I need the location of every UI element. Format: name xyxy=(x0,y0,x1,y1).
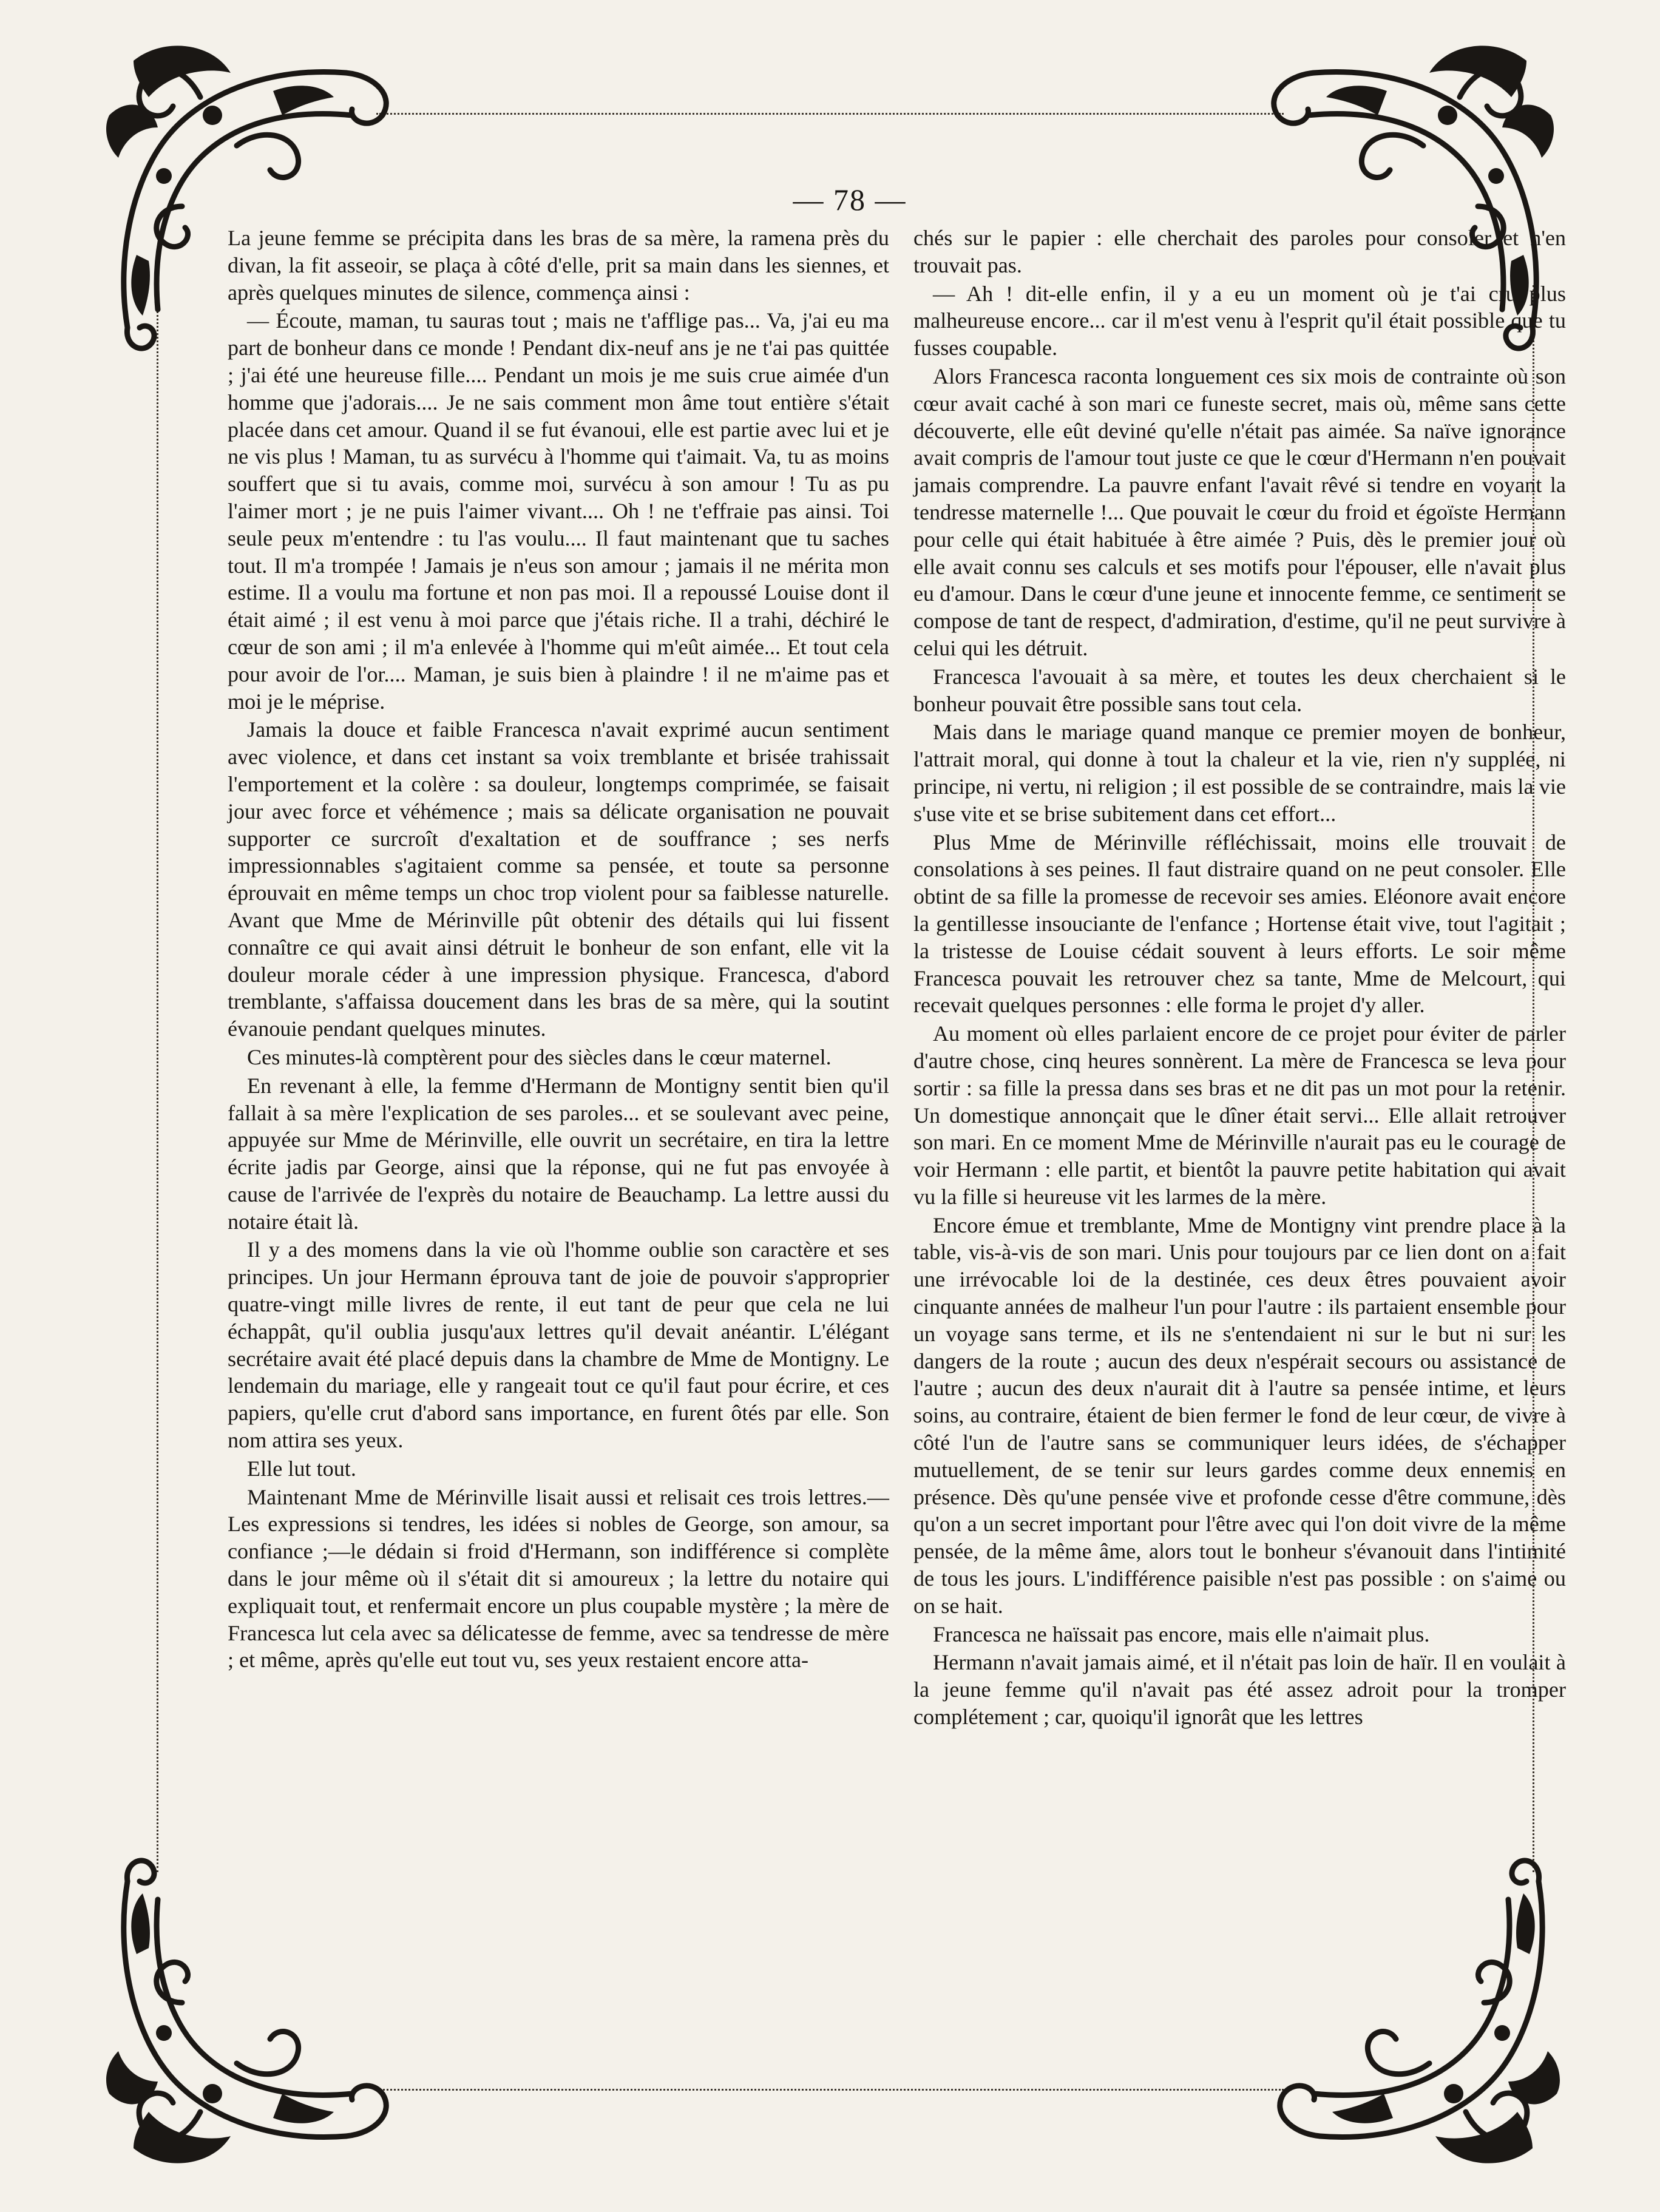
paragraph: Hermann n'avait jamais aimé, et il n'était pas loin de haïr. Il en voulait à la jeune femme qu'il n'avait pas été assez adroit pour la tromper complétement ; car, quoiqu'il ignorât que les lettres xyxy=(913,1650,1566,1730)
paragraph: En revenant à elle, la femme d'Hermann de Montigny sentit bien qu'il fallait à sa mère l'explication de ses paroles... et se soulevant avec peine, appuyée sur Mme de Mérinville, elle ouvrit un secrétaire, en tira la lettre écrite jadis par George, ainsi que la réponse, qui ne fut pas envoyée à cause de l'arrivée de l'exprès du notaire de Beauchamp. La lettre aussi du notaire était là. xyxy=(228,1073,889,1234)
paragraph: Maintenant Mme de Mérinville lisait aussi et relisait ces trois lettres.—Les expressions si tendres, les idées si nobles de George, son amour, sa confiance ;—le dédain si froid d'Hermann, son indifférence si complète dans le jour même où il s'était dit si amoureux ; la lettre du notaire qui expliquait tout, et renfermait encore un plus coupable mystère ; la mère de Francesca lut cela avec sa délicatesse de femme, avec sa tendresse de mère ; et même, après qu'elle eut tout vu, ses yeux restaient encore atta- xyxy=(228,1484,889,1673)
paragraph: Il y a des momens dans la vie où l'homme oublie son caractère et ses principes. Un jour Hermann éprouva tant de joie de pouvoir s'approprier quatre-vingt mille livres de rente, il eut tant de peur que cela ne lui échappât, qu'il oublia jusqu'aux lettres qu'il devait anéantir. L'élégant secrétaire avait été placé depuis dans la chambre de Mme de Montigny. Le lendemain du mariage, elle y rangeait tout ce qu'il faut pour écrire, et ces papiers, qu'elle crut d'abord sans importance, en furent ôtés par elle. Son nom attira ses yeux. xyxy=(228,1237,889,1453)
corner-ornament-bottom-right-icon xyxy=(1235,1845,1575,2185)
left-text-column xyxy=(228,225,889,1675)
paragraph: Elle lut tout. xyxy=(247,1456,356,1481)
left-border-line xyxy=(157,285,158,1872)
page-number: — 78 — xyxy=(793,183,907,217)
paragraph: Encore émue et tremblante, Mme de Montigny vint prendre place à la table, vis-à-vis de son mari. Unis pour toujours par ce lien dont on a fait une irrévocable loi de la destinée, ces deux êtres pouvaient avoir cinquante années de malheur l'un pour l'autre : ils partaient ensemble pour un voyage sans terme, et ils ne s'entendaient ni sur le but ni sur les dangers de la route ; aucun des deux n'espérait secours ou assistance de l'autre ; aucun des deux n'aurait dit à l'autre sa pensée intime, et leurs soins, au contraire, étaient de bien fermer le fond de leur cœur, de vivre à côté l'un de l'autre sans se communiquer leurs idées, de s'échapper mutuellement, de se tenir sur leurs gardes comme deux ennemis en présence. Dès qu'une pensée vive et profonde cesse d'être commune, dès qu'on a un secret important pour l'être avec qui l'on doit vivre de la même pensée, de la même âme, alors tout le bonheur s'évanouit dans l'intimité de tous les jours. L'indifférence paisible n'est pas possible : on s'aime ou on se hait. xyxy=(913,1213,1566,1618)
paragraph: La jeune femme se précipita dans les bras de sa mère, la ramena près du divan, la fit asseoir, se plaça à côté d'elle, prit sa main dans les siennes, et après quelques minutes de silence, commença ainsi : xyxy=(228,226,889,305)
right-text-column xyxy=(913,225,1566,1732)
bottom-border-line xyxy=(376,2089,1284,2091)
paragraph: Ces minutes-là comptèrent pour des siècles dans le cœur maternel. xyxy=(247,1044,832,1069)
top-border-line xyxy=(376,113,1284,115)
paragraph: Francesca l'avouait à sa mère, et toutes les deux cherchaient si le bonheur pouvait être possible sans tout cela. xyxy=(913,664,1566,716)
paragraph: Jamais la douce et faible Francesca n'avait exprimé aucun sentiment avec violence, et dans cet instant sa voix tremblante et brisée trahissait l'emportement et la colère : sa douleur, longtemps comprimée, se faisait jour avec force et véhémence ; mais sa délicate organisation ne pouvait supporter ce surcroît d'exaltation et de souffrance ; ses nerfs impressionnables s'agitaient comme sa pensée, et toute sa personne éprouvait en même temps un choc trop violent pour sa faiblesse naturelle. Avant que Mme de Mérinville pût obtenir des détails qui lui fissent connaître ce qui avait ainsi détruit le bonheur de son enfant, elle vit la douleur morale céder à une impression physique. Francesca, d'abord tremblante, s'affaissa doucement dans les bras de sa mère, qui la soutint évanouie pendant quelques minutes. xyxy=(228,717,889,1041)
paragraph: — Écoute, maman, tu sauras tout ; mais ne t'afflige pas... Va, j'ai eu ma part de bonheur dans ce monde ! Pendant dix-neuf ans je ne t'ai pas quittée ; j'ai été une heureuse fille.... Pendant un mois je me suis crue aimée d'un homme que j'adorais.... Je ne sais comment mon âme tout entière s'était placée dans cet amour. Quand il se fut évanoui, elle est partie avec lui et je ne vis plus ! Maman, tu as survécu à l'homme qui t'aimait. Va, tu as moins souffert que si tu avais, comme moi, survécu à son amour ! Tu as pu l'aimer mort ; je ne puis l'aimer vivant.... Oh ! ne t'effraie pas ainsi. Toi seule peux m'entendre : tu l'as voulu.... Il faut maintenant que tu saches tout. Il m'a trompée ! Jamais je n'eus son amour ; jamais il ne mérita mon estime. Il a voulu ma fortune et non pas moi. Il a repoussé Louise dont il était aimé ; il est venu à moi parce que j'étais riche. Il a trahi, déchiré le cœur de son ami ; il m'a enlevée à l'homme qui m'eût aimée... Et tout cela pour avoir de l'or.... Maman, je suis bien à plaindre ! il ne m'aime pas et moi je le méprise. xyxy=(228,308,889,714)
paragraph: — Ah ! dit-elle enfin, il y a eu un moment où je t'ai cru plus malheureuse encore... car il m'est venu à l'esprit qu'il était possible que tu fusses coupable. xyxy=(913,281,1566,360)
paragraph: Alors Francesca raconta longuement ces six mois de contrainte où son cœur avait caché à son mari ce funeste secret, mais où, même sans cette découverte, elle eût deviné qu'elle n'était pas aimée. Sa naïve ignorance avait compris de l'amour tout juste ce que le cœur d'Hermann n'en pouvait jamais comprendre. La pauvre enfant l'avait rêvé si tendre en voyant la tendresse maternelle !... Que pouvait le cœur du froid et égoïste Hermann pour celle qui était habituée à être aimée ? Puis, dès le premier jour où elle avait connu ses calculs et ses motifs pour l'épouser, elle n'avait plus eu d'amour. Dans le cœur d'une jeune et innocente femme, ce sentiment se compose de tant de respect, d'admiration, d'estime, qu'il ne peut survivre à celui qui les détruit. xyxy=(913,364,1566,660)
paragraph: chés sur le papier : elle cherchait des paroles pour consoler et n'en trouvait pas. xyxy=(913,226,1566,277)
paragraph: Plus Mme de Mérinville réfléchissait, moins elle trouvait de consolations à ses peines. Il faut distraire quand on ne peut consoler. Elle obtint de sa fille la promesse de recevoir ses amies. Eléonore avait encore la gentillesse insouciante de l'enfance ; Hortense était vive, tout l'agitait ; la tristesse de Louise cédait souvent à leurs efforts. Le soir même Francesca pouvait les retrouver chez sa tante, Mme de Melcourt, qui recevait quelques personnes : elle forma le projet d'y aller. xyxy=(913,830,1566,1018)
paragraph: Francesca ne haïssait pas encore, mais elle n'aimait plus. xyxy=(933,1622,1430,1646)
corner-ornament-bottom-left-icon xyxy=(91,1845,431,2185)
paragraph: Au moment où elles parlaient encore de ce projet pour éviter de parler d'autre chose, cinq heures sonnèrent. La mère de Francesca se leva pour sortir : sa fille la pressa dans ses bras et ne dit pas un mot pour la retenir. Un domestique annonçait que le dîner était servi... Elle allait retrouver son mari. En ce moment Mme de Mérinville n'aurait pas eu le courage de voir Hermann : elle partit, et bientôt la pauvre petite habitation qui avait vu la fille si heureuse vit les larmes de la mère. xyxy=(913,1021,1566,1209)
paragraph: Mais dans le mariage quand manque ce premier moyen de bonheur, l'attrait moral, qui donne à tout la chaleur et la vie, rien n'y supplée, ni principe, ni vertu, ni religion ; il est possible de se contraindre, mais la vie s'use vite et se brise subitement dans cet effort... xyxy=(913,720,1566,826)
